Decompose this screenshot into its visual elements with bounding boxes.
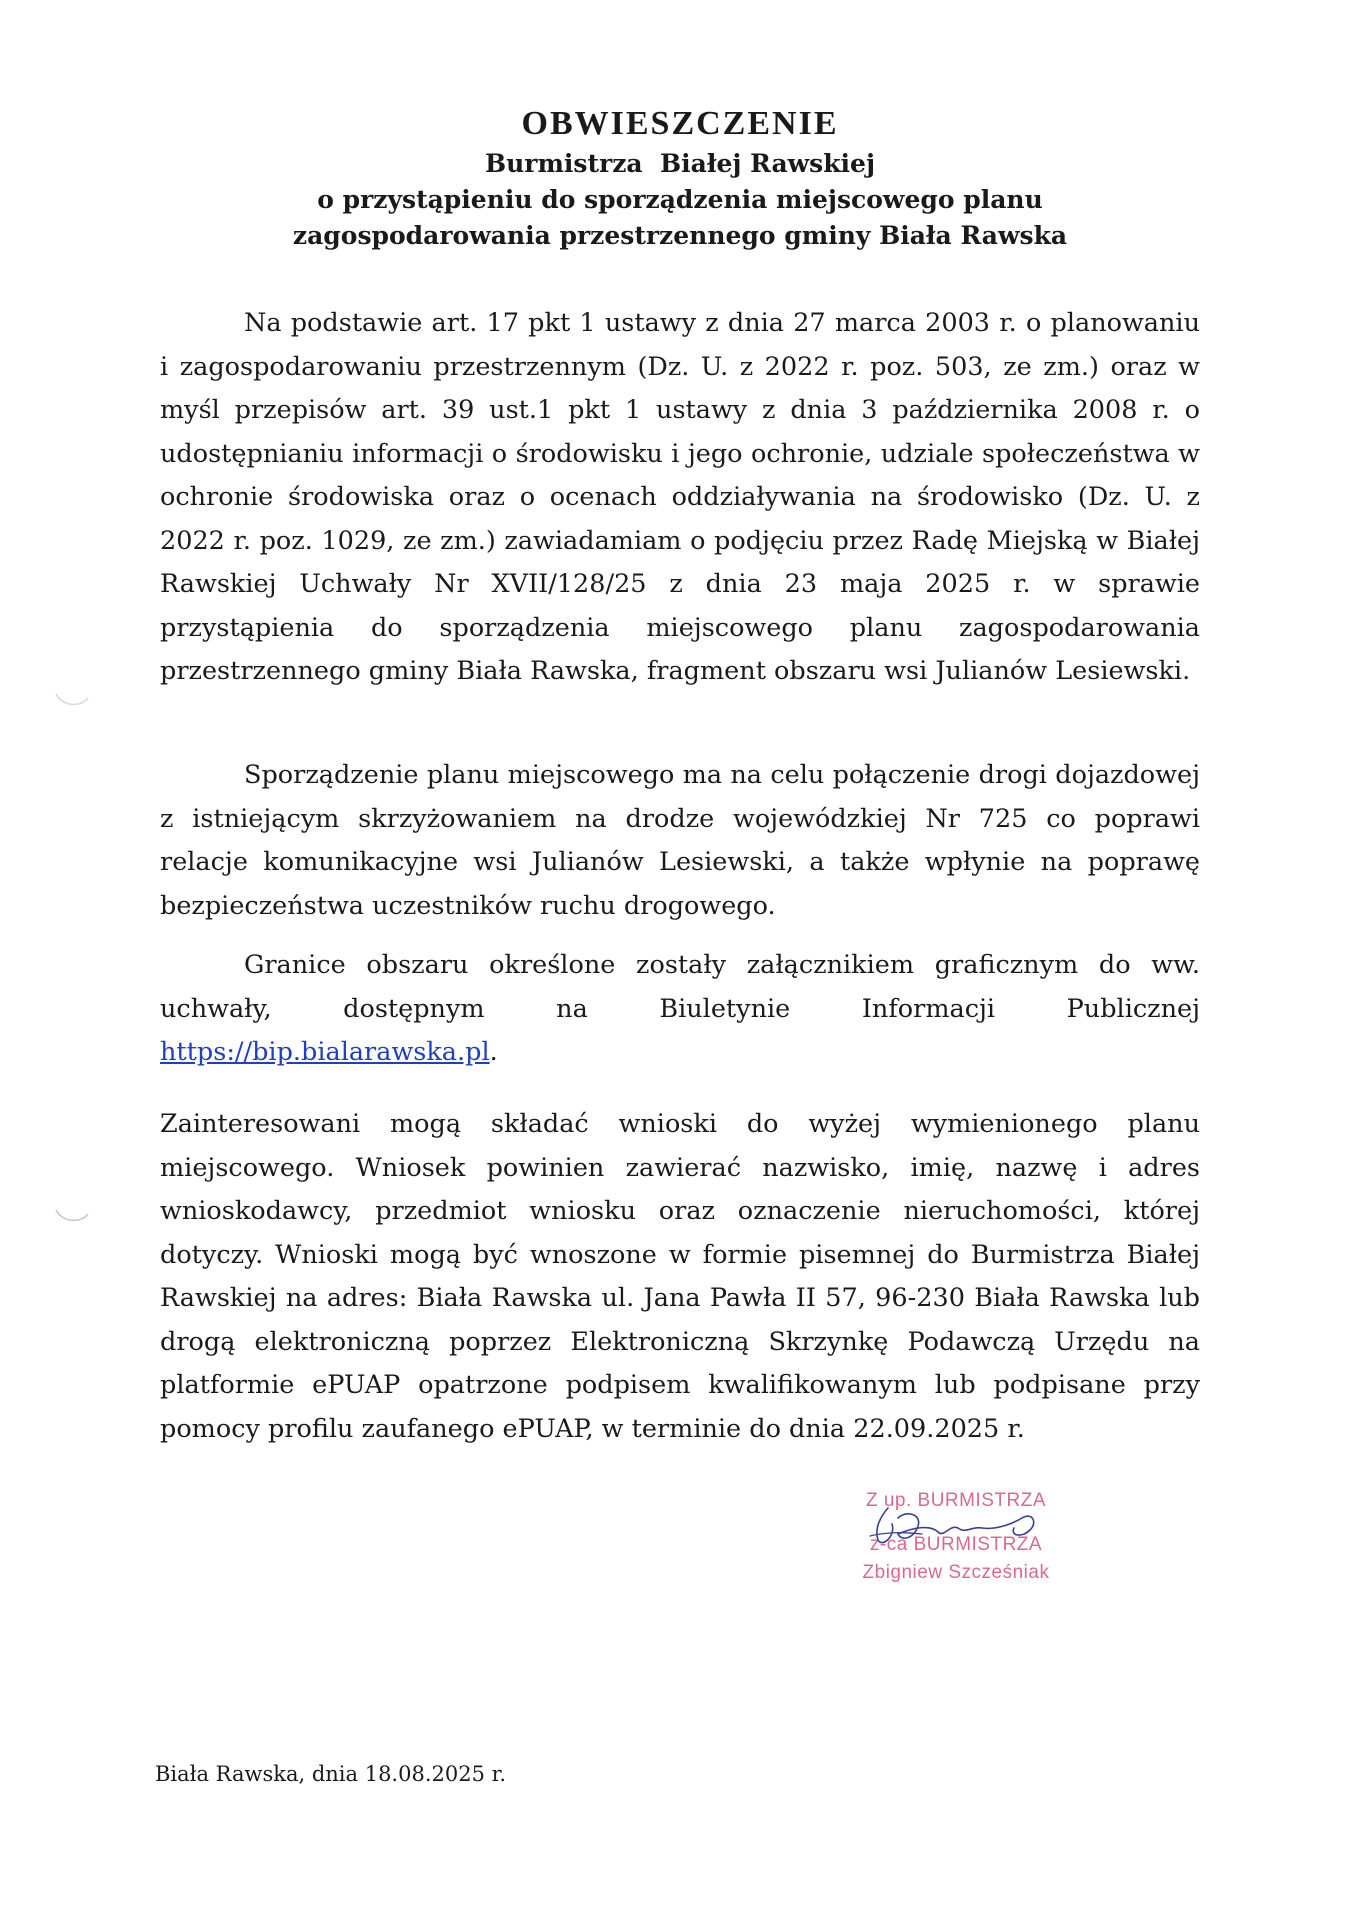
place-and-date: Biała Rawska, dnia 18.08.2025 r. xyxy=(155,1762,507,1786)
document-subtitle-line-3: zagospodarowania przestrzennego gminy Biała Rawska xyxy=(292,221,1068,250)
paragraph-legal-basis: Na podstawie art. 17 pkt 1 ustawy z dnia 27 marca 2003 r. o planowaniu i zagospodarowaniu przestrzennym (Dz. U. z 2022 r. poz. 503, ze zm.) oraz w myśl przepisów art. 39 ust.1 pkt 1 ustawy z dnia 3 października 2008 r. o udostępnianiu informacji o środowisku i jego ochronie, udziale społeczeństwa w ochronie środowiska oraz o ocenach oddziaływania na środowisko (Dz. U. z 2022 r. poz. 1029, ze zm.) zawiadamiam o podjęciu przez Radę Miejską w Białej Rawskiej Uchwały Nr XVII/128/25 z dnia 23 maja 2025 r. w sprawie przystąpienia do sporządzenia miejscowego planu zagospodarowania przestrzennego gminy Biała Rawska, fragment obszaru wsi Julianów Lesiewski. xyxy=(160,308,1200,686)
paragraph-applications: Zainteresowani mogą składać wnioski do wyżej wymienionego planu miejscowego. Wniosek powinien zawierać nazwisko, imię, nazwę i adres wnioskodawcy, przedmiot wniosku oraz oznaczenie nieruchomości, której dotyczy. Wnioski mogą być wnoszone w formie pisemnej do Burmistrza Białej Rawskiej na adres: Biała Rawska ul. Jana Pawła II 57, 96-230 Biała Rawska lub drogą elektroniczną poprzez Elektroniczną Skrzynkę Podawczą Urzędu na platformie ePUAP opatrzone podpisem kwalifikowanym lub podpisane przy pomocy profilu zaufanego ePUAP, w terminie do dnia 22.09.2025 r. xyxy=(160,1109,1200,1444)
stamp-line-3: Zbigniew Szcześniak xyxy=(862,1562,1050,1583)
scan-artifact-mark xyxy=(52,690,92,712)
paragraph-area-boundaries xyxy=(160,944,1200,1075)
paragraph-plan-purpose: Sporządzenie planu miejscowego ma na celu połączenie drogi dojazdowej z istniejącym skrzyżowaniem na drodze wojewódzkiej Nr 725 co poprawi relacje komunikacyjne wsi Julianów Lesiewski, a także wpłynie na poprawę bezpieczeństwa uczestników ruchu drogowego. xyxy=(160,760,1200,921)
scan-artifact-mark xyxy=(52,1206,92,1228)
document-subtitle-line-2: o przystąpieniu do sporządzenia miejscowego planu xyxy=(317,185,1043,214)
stamp-line-1: Z up. BURMISTRZA xyxy=(865,1490,1047,1511)
official-stamp xyxy=(826,1488,1086,1598)
area-boundaries-end: . xyxy=(489,1037,498,1067)
document-title: OBWIESZCZENIE xyxy=(521,105,839,142)
area-boundaries-text: Granice obszaru określone zostały załącznikiem graficznym do ww. uchwały, dostępnym na Biuletynie Informacji Publicznej xyxy=(160,950,1200,1024)
header xyxy=(160,102,1200,254)
handwritten-signature xyxy=(826,1488,1086,1598)
bip-link[interactable]: https://bip.bialarawska.pl xyxy=(160,1037,490,1067)
stamp-line-2: z-ca BURMISTRZA xyxy=(869,1534,1043,1555)
document-subtitle-line-1: Burmistrza Białej Rawskiej xyxy=(484,149,876,178)
